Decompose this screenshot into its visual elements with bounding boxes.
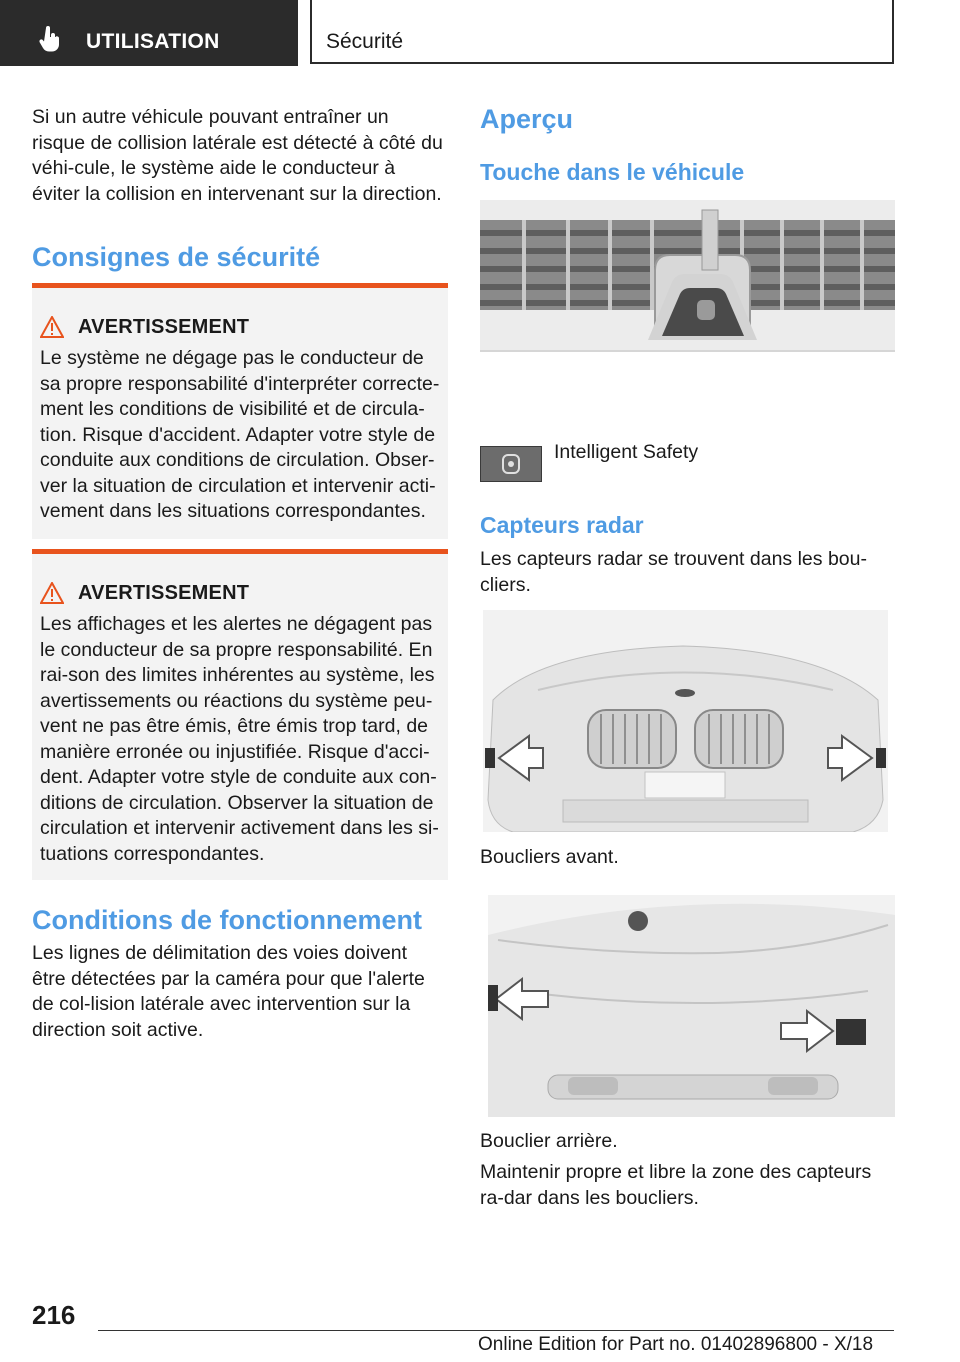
conditions-heading: Conditions de fonctionnement: [32, 905, 422, 935]
chapter-label: UTILISATION: [86, 30, 220, 53]
footer-divider: [98, 1330, 894, 1331]
warning-title-2: AVERTISSEMENT: [78, 582, 250, 604]
warning-triangle-icon: [40, 316, 64, 338]
section-box: [310, 0, 894, 64]
warning-text-2: Les affichages et les alertes ne dégagent pas le conducteur de sa propre responsabilité. En rai-son des limites inhérentes au système, les avertissements ou réactions du système peu-vent ne pas être émis, être émis trop tard, de manière erronée ou injustifiée. Risque d'acci-dent. Adapter votre style de conduite aux con-ditions de circulation. Observer la situation de circulation et intervenir activement dans les si-tuations correspondantes.: [40, 613, 439, 865]
edition-text: Online Edition for Part no. 01402896800 - X/18: [478, 1334, 874, 1355]
section-label: Sécurité: [326, 30, 404, 53]
page-number: 216: [32, 1300, 76, 1330]
chapter-tab: [0, 0, 298, 66]
warning-box-1: [32, 283, 448, 539]
warning-triangle-icon: [40, 582, 64, 604]
hand-pointer-icon: [38, 26, 62, 52]
maintain-paragraph: Maintenir propre et libre la zone des capteurs ra-dar dans les boucliers.: [480, 1161, 872, 1209]
warning-title-1: AVERTISSEMENT: [78, 316, 250, 338]
front-caption: Boucliers avant.: [480, 846, 619, 868]
rear-caption: Bouclier arrière.: [480, 1130, 618, 1152]
front-bumper-illustration: [483, 610, 888, 832]
safety-heading: Consignes de sécurité: [32, 242, 321, 272]
button-label: Intelligent Safety: [554, 441, 699, 463]
rear-bumper-illustration: [488, 895, 895, 1117]
conditions-paragraph: Les lignes de délimitation des voies doivent être détectées par la caméra pour que l'alerte de col-lision latérale avec intervention sur la direction soit active.: [32, 942, 425, 1041]
intelligent-safety-button: [480, 446, 542, 482]
radar-paragraph: Les capteurs radar se trouvent dans les bou-cliers.: [480, 548, 867, 596]
intelligent-safety-icon: [481, 447, 541, 481]
button-heading: Touche dans le véhicule: [480, 159, 745, 185]
overview-heading: Aperçu: [480, 104, 574, 134]
radar-heading: Capteurs radar: [480, 512, 644, 538]
button-photo: [480, 200, 895, 422]
intro-paragraph: Si un autre véhicule pouvant entraîner un risque de collision latérale est détecté à côté du véhi-cule, le système aide le conducteur à éviter la collision en intervenant sur la direction.: [32, 106, 443, 205]
warning-text-1: Le système ne dégage pas le conducteur de sa propre responsabilité d'interpréter correcte-ment les conditions de visibilité et de circula-tion. Risque d'accident. Adapter votre style de conduite aux conditions de circulation. Obser-ver la situation de circulation et intervenir acti-vement dans les situations correspondantes.: [40, 347, 440, 522]
warning-box-2: [32, 549, 448, 880]
